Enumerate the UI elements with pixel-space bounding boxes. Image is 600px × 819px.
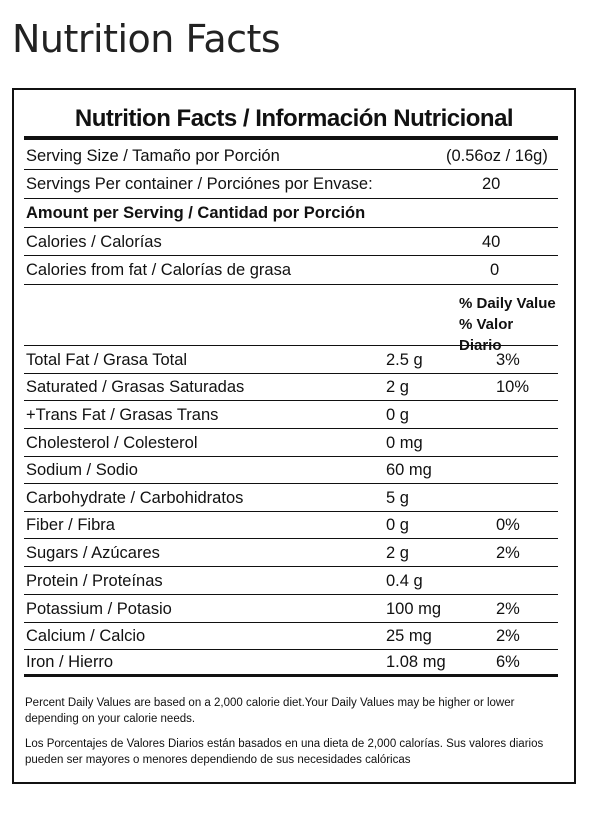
calories-label: Calories / Calorías [26, 232, 162, 251]
calories-value: 40 [482, 232, 501, 251]
nutrient-row [24, 512, 558, 539]
label-rows [24, 143, 558, 677]
daily-value-header-row [24, 285, 558, 354]
nutrient-row [24, 374, 558, 401]
nutrient-amount: 0 g [386, 515, 409, 534]
servings-per-container-label: Servings Per container / Porciónes por Envase: [26, 174, 373, 193]
nutrient-list [24, 346, 558, 677]
nutrient-name: Iron / Hierro [26, 652, 114, 671]
nutrient-name: Sugars / Azúcares [26, 543, 160, 562]
nutrient-name: Potassium / Potasio [26, 599, 172, 618]
nutrient-row [24, 484, 558, 512]
nutrition-label [12, 88, 576, 784]
amount-per-serving-row [24, 199, 558, 228]
nutrient-name: Carbohydrate / Carbohidratos [26, 488, 244, 507]
footnotes [25, 695, 558, 777]
nutrient-daily-value: 6% [496, 652, 520, 671]
calories-from-fat-row [24, 256, 558, 285]
nutrient-amount: 2 g [386, 543, 409, 562]
nutrient-row [24, 650, 558, 677]
footnote-es: Los Porcentajes de Valores Diarios están basados en una dieta de 2,000 calorías. Sus valores diarios pueden ser mayores o menores dependiendo de sus necesidades calóricas [25, 738, 544, 766]
nutrient-amount: 2 g [386, 377, 409, 396]
nutrient-row [24, 401, 558, 429]
nutrient-amount: 0 mg [386, 433, 423, 452]
nutrient-row [24, 595, 558, 623]
nutrient-name: Sodium / Sodio [26, 460, 138, 479]
page-title: Nutrition Facts [12, 17, 281, 61]
nutrient-amount: 0.4 g [386, 571, 423, 590]
nutrient-daily-value: 2% [496, 543, 520, 562]
thick-rule [24, 136, 558, 140]
nutrient-name: Protein / Proteínas [26, 571, 163, 590]
serving-size-label: Serving Size / Tamaño por Porción [26, 146, 280, 165]
daily-value-header-es: % Valor Diario [459, 316, 514, 354]
nutrient-name: Calcium / Calcio [26, 626, 146, 645]
serving-size-value: (0.56oz / 16g) [446, 146, 548, 165]
nutrient-amount: 100 mg [386, 599, 442, 618]
nutrient-name: +Trans Fat / Grasas Trans [26, 405, 219, 424]
nutrient-amount: 1.08 mg [386, 652, 446, 671]
calories-from-fat-label: Calories from fat / Calorías de grasa [26, 260, 292, 279]
nutrient-row [24, 346, 558, 374]
nutrient-daily-value: 3% [496, 350, 520, 369]
nutrient-amount: 0 g [386, 405, 409, 424]
serving-size-row [24, 143, 558, 170]
servings-per-container-value: 20 [482, 174, 501, 193]
nutrient-row [24, 429, 558, 457]
calories-row [24, 228, 558, 256]
nutrient-daily-value: 0% [496, 515, 520, 534]
nutrient-name: Cholesterol / Colesterol [26, 433, 198, 452]
nutrient-amount: 2.5 g [386, 350, 423, 369]
nutrient-daily-value: 10% [496, 377, 530, 396]
daily-value-header-en: % Daily Value [459, 295, 556, 312]
nutrient-row [24, 567, 558, 595]
footnote-en: Percent Daily Values are based on a 2,000 calorie diet.Your Daily Values may be higher or lower depending on your calorie needs. [25, 697, 515, 725]
nutrient-name: Total Fat / Grasa Total [26, 350, 188, 369]
nutrient-row [24, 457, 558, 484]
servings-per-container-row [24, 170, 558, 199]
nutrient-row [24, 623, 558, 650]
nutrient-daily-value: 2% [496, 599, 520, 618]
nutrient-daily-value: 2% [496, 626, 520, 645]
nutrient-name: Saturated / Grasas Saturadas [26, 377, 245, 396]
nutrient-amount: 25 mg [386, 626, 432, 645]
nutrient-row [24, 539, 558, 567]
nutrient-name: Fiber / Fibra [26, 515, 115, 534]
label-title: Nutrition Facts / Información Nutricional [74, 105, 514, 132]
nutrient-amount: 60 mg [386, 460, 432, 479]
calories-from-fat-value: 0 [490, 260, 500, 279]
amount-per-serving-label: Amount per Serving / Cantidad por Porción [26, 203, 366, 222]
nutrient-amount: 5 g [386, 488, 409, 507]
